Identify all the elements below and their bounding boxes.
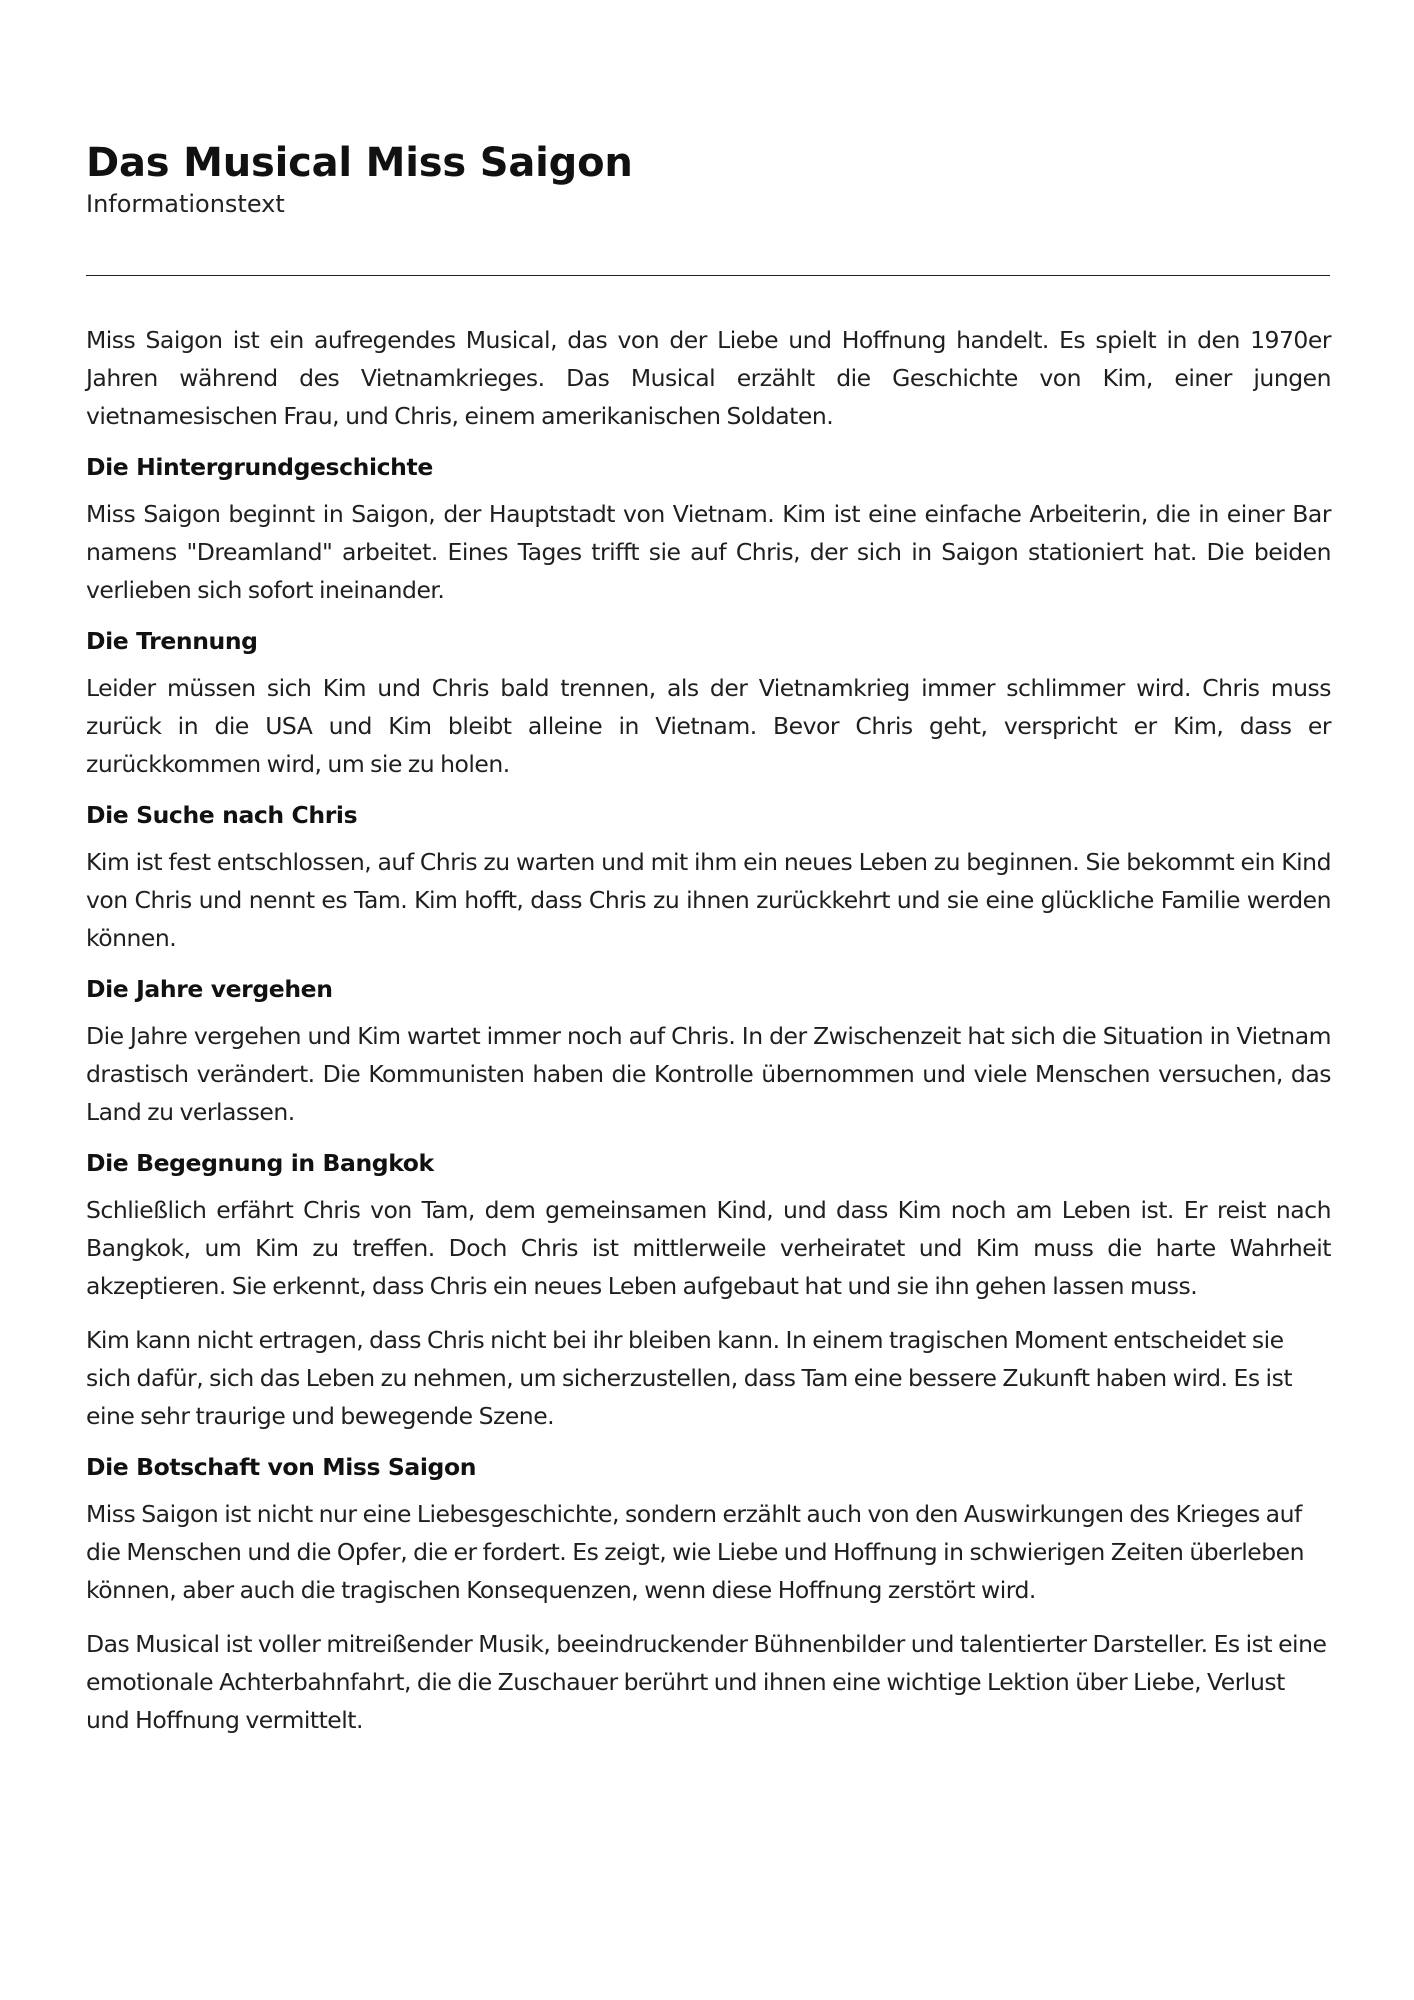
document-title: Das Musical Miss Saigon [86, 140, 633, 186]
section-paragraph-botschaft-2: Das Musical ist voller mitreißender Musik, beeindruckender Bühnenbilder und talentierter Darsteller. Es ist eine emotionale Achterbahnfahrt, die die Zuschauer berührt und ihnen eine wichtige Lektion über Liebe, Verlust und Hoffnung vermittelt. [86, 1630, 1327, 1734]
section-heading-botschaft: Die Botschaft von Miss Saigon [86, 1453, 477, 1481]
document-subtitle: Informationstext [86, 190, 285, 218]
section-paragraph-hintergrundgeschichte: Miss Saigon beginnt in Saigon, der Hauptstadt von Vietnam. Kim ist eine einfache Arbeiterin, die in einer Bar namens "Dreamland" arbeitet. Eines Tages trifft sie auf Chris, der sich in Saigon stationiert hat. Die beiden verlieben sich sofort ineinander. [86, 500, 1331, 604]
section-paragraph-begegnung-bangkok-2: Kim kann nicht ertragen, dass Chris nicht bei ihr bleiben kann. In einem tragischen Moment entscheidet sie sich dafür, sich das Leben zu nehmen, um sicherzustellen, dass Tam eine bessere Zukunft haben wird. Es ist eine sehr traurige und bewegende Szene. [86, 1326, 1293, 1430]
section-paragraph-begegnung-bangkok-1: Schließlich erfährt Chris von Tam, dem gemeinsamen Kind, und dass Kim noch am Leben ist. Er reist nach Bangkok, um Kim zu treffen. Doch Chris ist mittlerweile verheiratet und Kim muss die harte Wahrheit akzeptieren. Sie erkennt, dass Chris ein neues Leben aufgebaut hat und sie ihn gehen lassen muss. [86, 1196, 1331, 1300]
section-heading-suche-nach-chris: Die Suche nach Chris [86, 801, 358, 829]
section-heading-begegnung-bangkok: Die Begegnung in Bangkok [86, 1149, 434, 1177]
section-paragraph-suche-nach-chris: Kim ist fest entschlossen, auf Chris zu warten und mit ihm ein neues Leben zu beginnen. Sie bekommt ein Kind von Chris und nennt es Tam. Kim hofft, dass Chris zu ihnen zurückkehrt und sie eine glückliche Familie werden können. [86, 848, 1331, 952]
section-heading-hintergrundgeschichte: Die Hintergrundgeschichte [86, 453, 433, 481]
document-page [86, 138, 1331, 1755]
section-heading-trennung: Die Trennung [86, 627, 258, 655]
section-paragraph-trennung: Leider müssen sich Kim und Chris bald trennen, als der Vietnamkrieg immer schlimmer wird. Chris muss zurück in die USA und Kim bleibt alleine in Vietnam. Bevor Chris geht, verspricht er Kim, dass er zurückkommen wird, um sie zu holen. [86, 674, 1331, 778]
intro-paragraph: Miss Saigon ist ein aufregendes Musical, das von der Liebe und Hoffnung handelt. Es spielt in den 1970er Jahren während des Vietnamkrieges. Das Musical erzählt die Geschichte von Kim, einer jungen vietnamesischen Frau, und Chris, einem amerikanischen Soldaten. [86, 326, 1331, 430]
title-divider [86, 275, 1330, 276]
section-paragraph-botschaft-1: Miss Saigon ist nicht nur eine Liebesgeschichte, sondern erzählt auch von den Auswirkungen des Krieges auf die Menschen und die Opfer, die er fordert. Es zeigt, wie Liebe und Hoffnung in schwierigen Zeiten überleben können, aber auch die tragischen Konsequenzen, wenn diese Hoffnung zerstört wird. [86, 1500, 1305, 1604]
section-paragraph-jahre-vergehen: Die Jahre vergehen und Kim wartet immer noch auf Chris. In der Zwischenzeit hat sich die Situation in Vietnam drastisch verändert. Die Kommunisten haben die Kontrolle übernommen und viele Menschen versuchen, das Land zu verlassen. [86, 1022, 1331, 1126]
section-heading-jahre-vergehen: Die Jahre vergehen [86, 975, 333, 1003]
